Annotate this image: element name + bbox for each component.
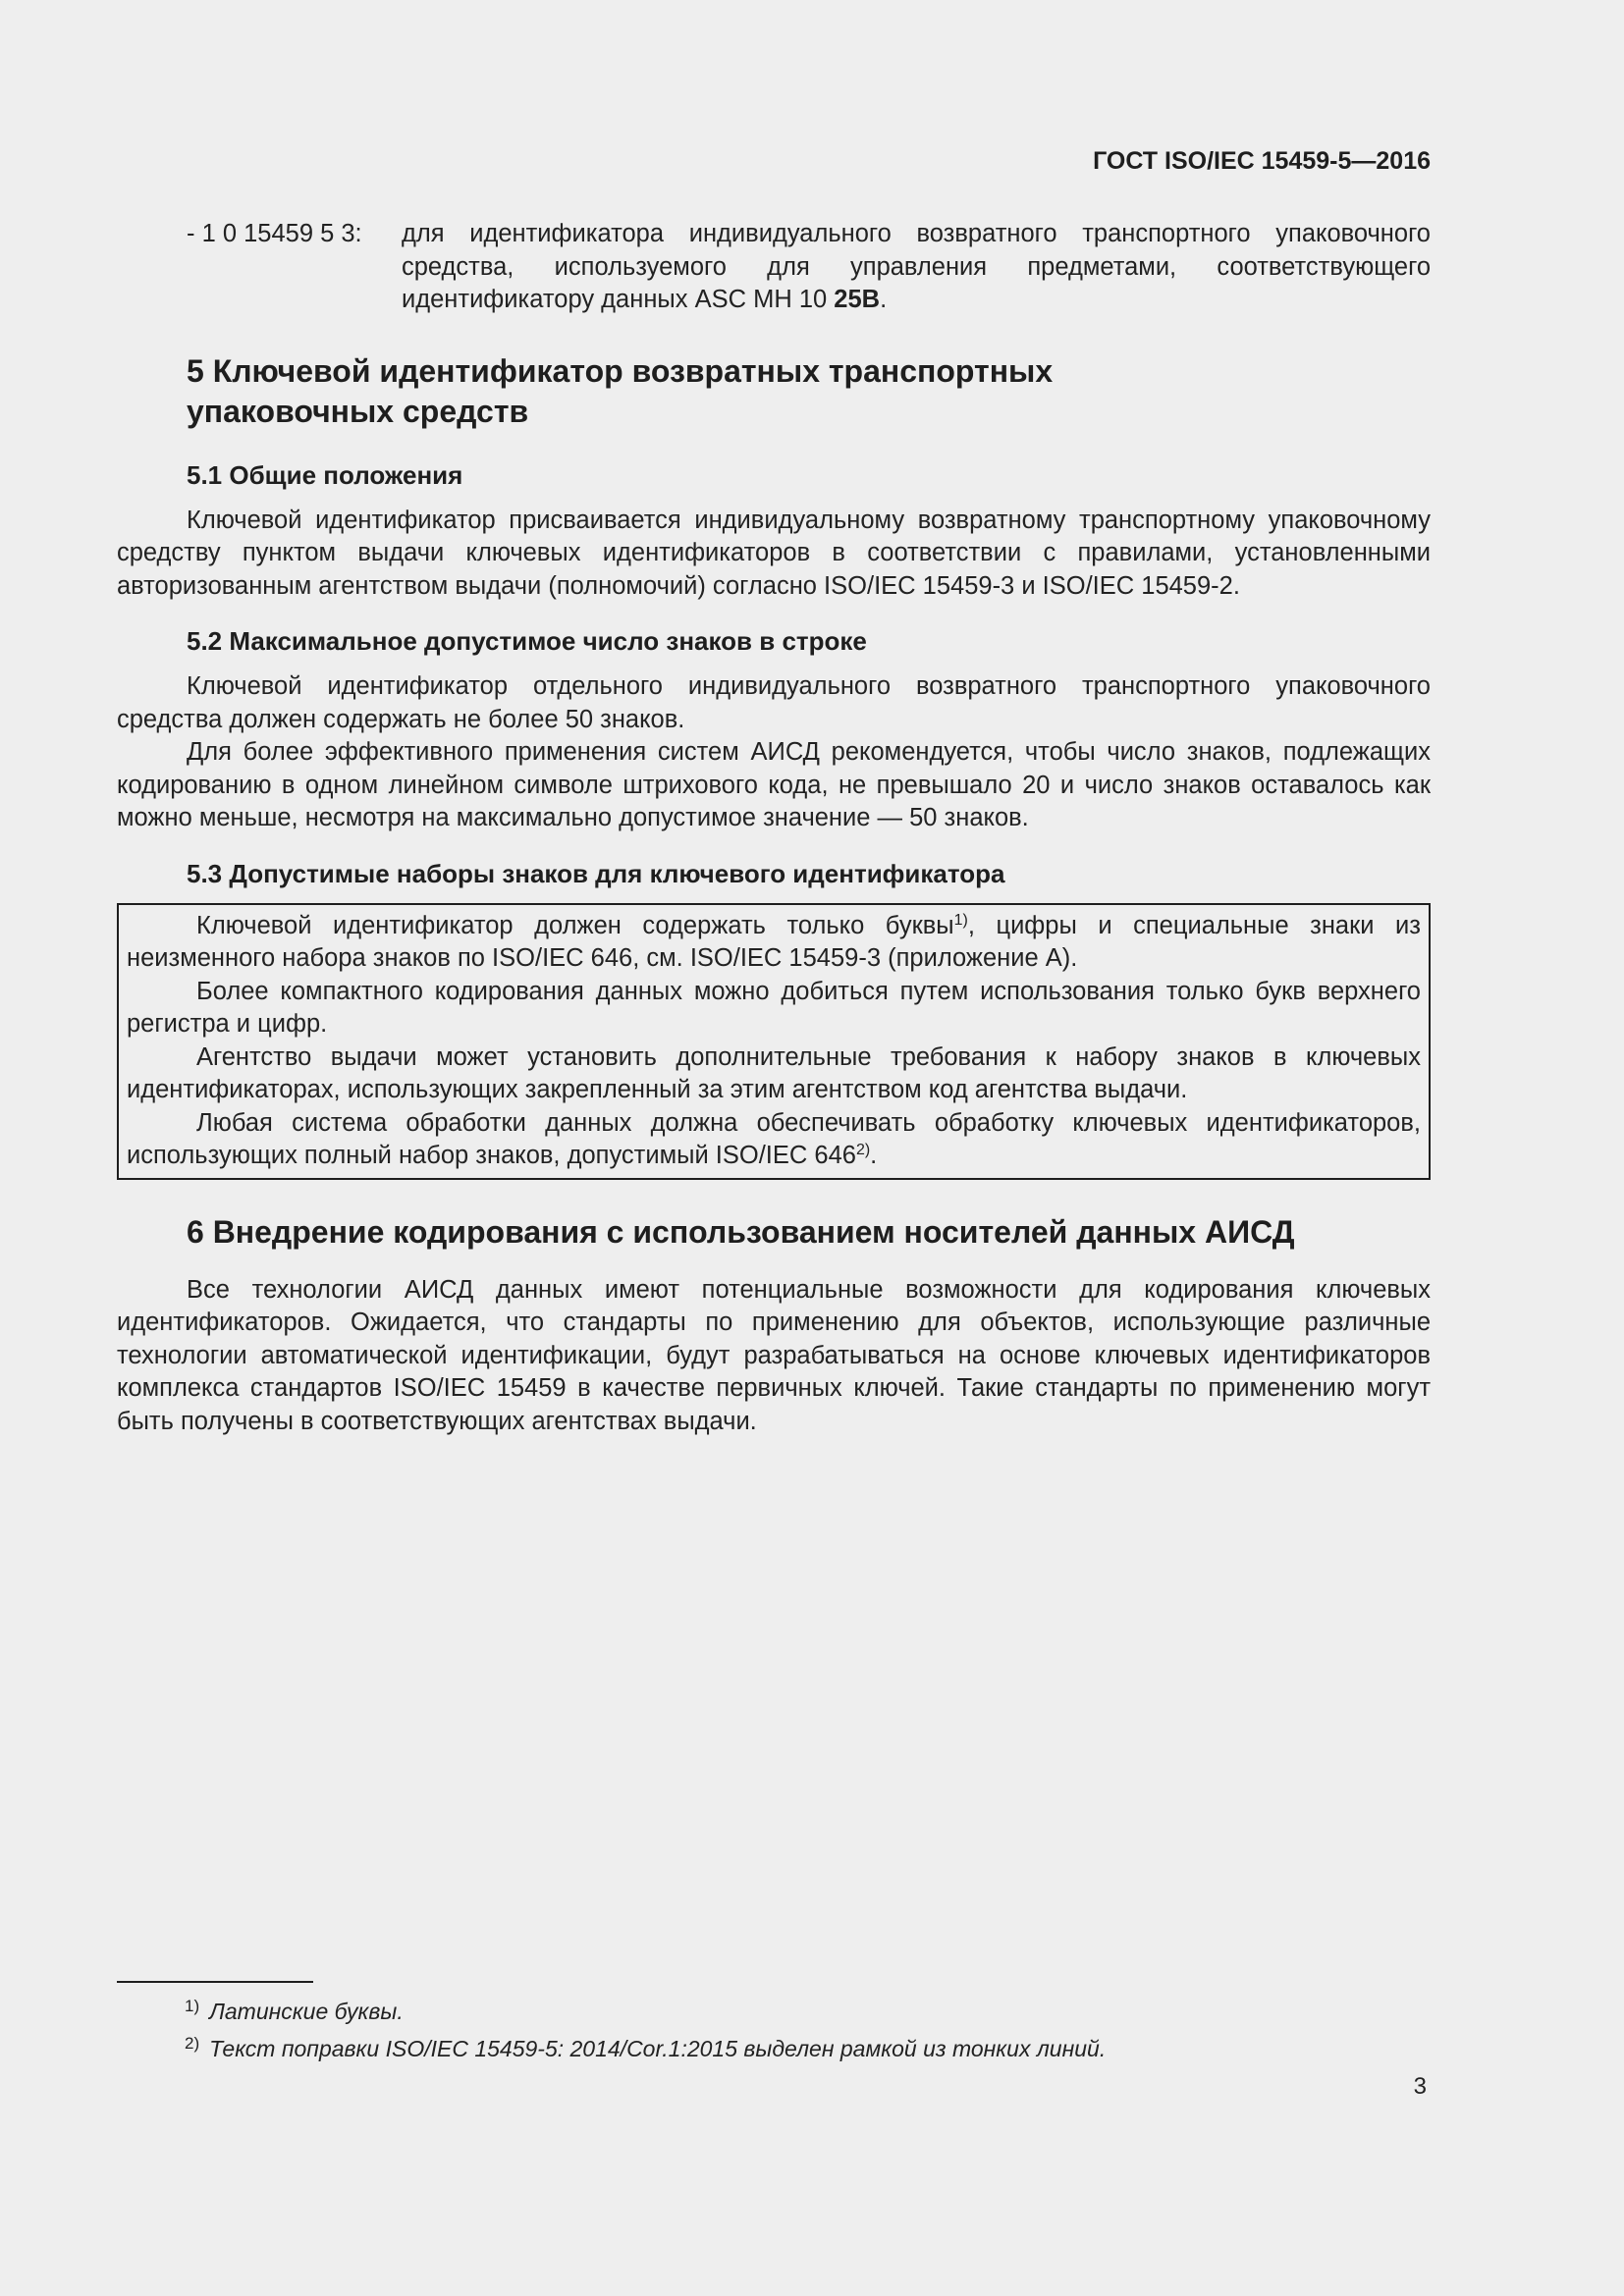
section-5-2-title: 5.2 Максимальное допустимое число знаков в строке — [187, 626, 867, 656]
document-header-code: ГОСТ ISO/IEC 15459-5—2016 — [1093, 147, 1431, 175]
footnote-separator — [117, 1981, 313, 1983]
page-number: 3 — [1413, 2073, 1427, 2100]
footnote-1 — [185, 1993, 1422, 2030]
frame-paragraph-4-a: Любая система обработки данных должна обеспечивать обработку ключевых идентификаторов, использующих полный набор знаков, допустимый ISO/IEC 646 — [127, 1108, 1421, 1169]
list-item-text-bold: 25B — [834, 286, 881, 313]
amendment-frame — [117, 903, 1431, 1180]
section-5-1-paragraph: Ключевой идентификатор присваивается индивидуальному возвратному транспортному упаковочному средству пунктом выдачи ключевых идентификаторов в соответствии с правилами, установленными авторизованным агентством выдачи (полномочий) согласно ISO/IEC 15459-3 и ISO/IEC 15459-2. — [117, 506, 1431, 600]
frame-paragraph-1 — [127, 910, 1421, 976]
section-5-title-line1: 5 Ключевой идентификатор возвратных транспортных — [187, 352, 1054, 389]
footnote-2-text: Текст поправки ISO/IEC 15459-5: 2014/Cor.1:2015 выделен рамкой из тонких линий. — [209, 2036, 1107, 2061]
section-5-3-title: 5.3 Допустимые наборы знаков для ключевого идентификатора — [187, 858, 1005, 888]
section-5-2-paragraph-1: Ключевой идентификатор отдельного индивидуального возвратного транспортного упаковочного средства должен содержать не более 50 знаков. — [117, 672, 1431, 733]
footnote-2-mark: 2) — [185, 2034, 200, 2053]
list-item-label: - 1 0 15459 5 3: — [187, 220, 362, 247]
footnote-ref-2: 2) — [855, 1142, 871, 1158]
section-5-2-paragraph-2: Для более эффективного применения систем АИСД рекомендуется, чтобы число знаков, подлежащих кодированию в одном линейном символе штрихового кода, не превышало 20 и число знаков оставалось как можно меньше, несмотря на максимально допустимое значение — 50 знаков. — [117, 738, 1431, 831]
list-item-text-after: . — [880, 286, 888, 313]
frame-paragraph-3: Агентство выдачи может установить дополнительные требования к набору знаков в ключевых идентификаторах, использующих закрепленный за этим агентством код агентства выдачи. — [127, 1042, 1421, 1103]
list-item — [117, 218, 1431, 317]
section-6-title: 6 Внедрение кодирования с использованием носителей данных АИСД — [187, 1213, 1295, 1250]
section-5-1-title: 5.1 Общие положения — [187, 459, 463, 490]
document-body — [117, 218, 1431, 1438]
footnote-1-mark: 1) — [185, 1997, 200, 2015]
footnote-1-text: Латинские буквы. — [209, 1999, 404, 2024]
footnote-2 — [185, 2030, 1422, 2067]
list-item-text — [402, 218, 1431, 317]
frame-paragraph-4 — [127, 1107, 1421, 1173]
frame-paragraph-4-b: . — [870, 1142, 878, 1169]
footnote-ref-1: 1) — [953, 911, 968, 929]
list-item-text-before: для идентификатора индивидуального возвратного транспортного упаковочного средства, используемого для управления предметами, соответствующего идентификатору данных ASC MH 10 — [402, 220, 1431, 313]
frame-paragraph-1-b: , цифры и специальные знаки из неизменного набора знаков по ISO/IEC 646, см. ISO/IEC 15459-3 (приложение А). — [127, 911, 1421, 972]
frame-paragraph-2: Более компактного кодирования данных можно добиться путем использования только букв верхнего регистра и цифр. — [127, 977, 1421, 1038]
frame-paragraph-1-a: Ключевой идентификатор должен содержать только буквы — [196, 911, 954, 939]
section-5-title-line2: упаковочных средств — [187, 393, 529, 429]
section-6-paragraph: Все технологии АИСД данных имеют потенциальные возможности для кодирования ключевых идентификаторов. Ожидается, что стандарты по применению для объектов, использующие различные технологии автоматической идентификации, будут разрабатываться на основе ключевых идентификаторов комплекса стандартов ISO/IEC 15459 в качестве первичных ключей. Такие стандарты по применению могут быть получены в соответствующих агентствах выдачи. — [117, 1275, 1431, 1435]
footnotes — [185, 1993, 1422, 2067]
section-5-title — [117, 351, 1431, 432]
